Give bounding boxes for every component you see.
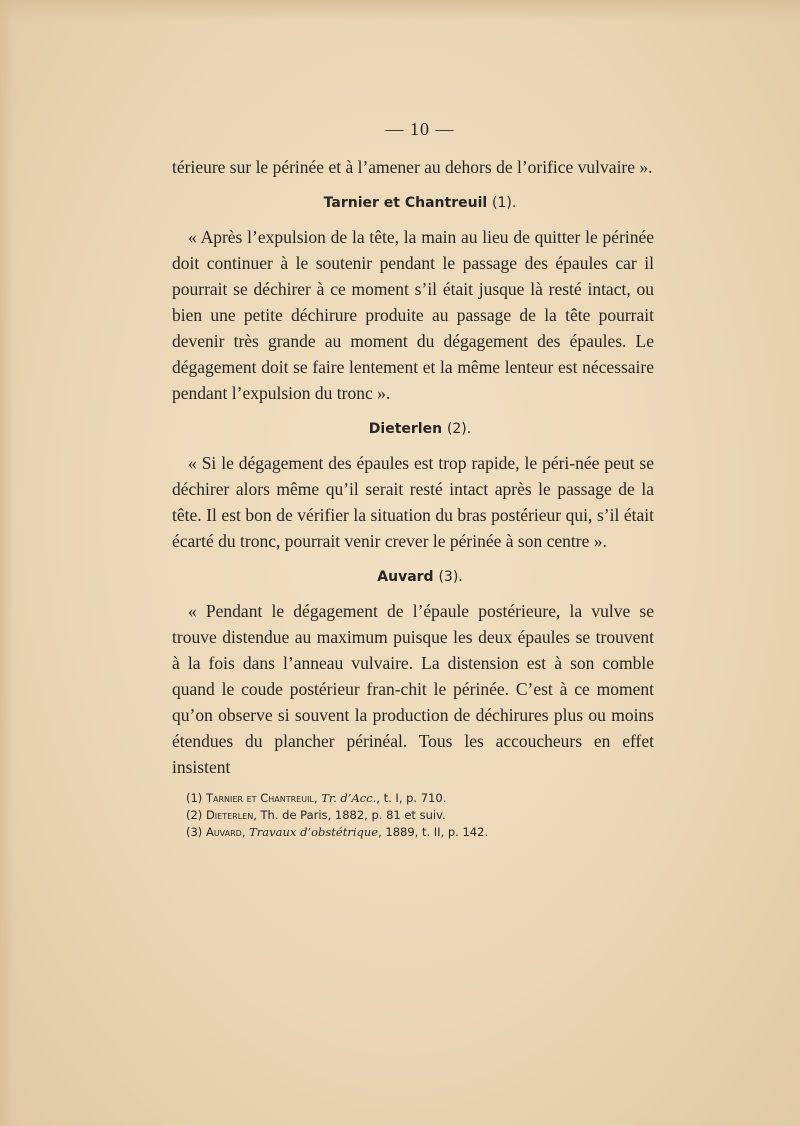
quote-paragraph-tarnier: « Après l’expulsion de la tête, la main au lieu de quitter le périnée doit continuer à le soutenir pendant le passage des épaules car il pourrait se déchirer à ce moment s’il était jusque là resté intact, ou bien une petite déchirure produite au passage de la tête pourrait devenir très grande au moment du dégagement des épaules. Le dégagement doit se faire lentement et la même lenteur est nécessaire pendant l’expulsion du tronc ». <box>172 227 654 403</box>
footnote-1 <box>186 790 654 807</box>
footnote-author: Auvard, <box>205 825 246 839</box>
page-edge-shadow-top <box>0 0 800 22</box>
footnote-number: (1) <box>186 791 203 805</box>
citation-author: Auvard <box>377 569 434 585</box>
footnote-author: Tarnier et Chantreuil, <box>205 791 318 805</box>
footnotes <box>172 790 654 841</box>
citation-heading-dieterlen <box>172 416 654 442</box>
citation-heading-auvard <box>172 564 654 590</box>
footnote-title: Travaux d’obstétrique <box>249 825 379 839</box>
quote-paragraph-dieterlen: « Si le dégagement des épaules est trop rapide, le péri-née peut se déchirer alors même qu’il serait resté intact après le passage de la tête. Il est bon de vérifier la situation du bras postérieur qui, s’il était écarté du tronc, pourrait venir crever le périnée à son centre ». <box>172 453 654 551</box>
text-block <box>172 116 654 841</box>
footnote-details: Th. de Paris, 1882, p. 81 et suiv. <box>260 808 446 822</box>
page-number: — 10 — <box>385 119 455 139</box>
citation-heading-tarnier <box>172 190 654 216</box>
citation-ref: (2). <box>446 421 472 437</box>
footnote-2 <box>186 807 654 824</box>
footnote-number: (3) <box>186 825 203 839</box>
citation-author: Tarnier et Chantreuil <box>323 195 488 211</box>
citation-author: Dieterlen <box>368 421 443 437</box>
quote-paragraph-auvard: « Pendant le dégagement de l’épaule postérieure, la vulve se trouve distendue au maximum puisque les deux épaules se trouvent à la fois dans l’anneau vulvaire. La distension est à son comble quand le coude postérieur fran-chit le périnée. C’est à ce moment qu’on observe si souvent la production de déchirures plus ou moins étendues du plancher périnéal. Tous les accoucheurs en effet insistent <box>172 601 654 777</box>
footnote-title: Tr. d’Acc. <box>321 791 377 805</box>
paragraph-continuation: térieure sur le périnée et à l’amener au dehors de l’orifice vulvaire ». <box>172 157 653 177</box>
page-edge-shadow-left <box>0 0 14 1126</box>
footnote-details: , t. I, p. 710. <box>376 791 447 805</box>
citation-ref: (3). <box>438 569 463 585</box>
footnote-number: (2) <box>186 808 203 822</box>
footnote-author: Dieterlen, <box>205 808 257 822</box>
footnote-details: , 1889, t. II, p. 142. <box>378 825 489 839</box>
footnote-3 <box>186 824 654 841</box>
citation-ref: (1). <box>492 195 517 211</box>
